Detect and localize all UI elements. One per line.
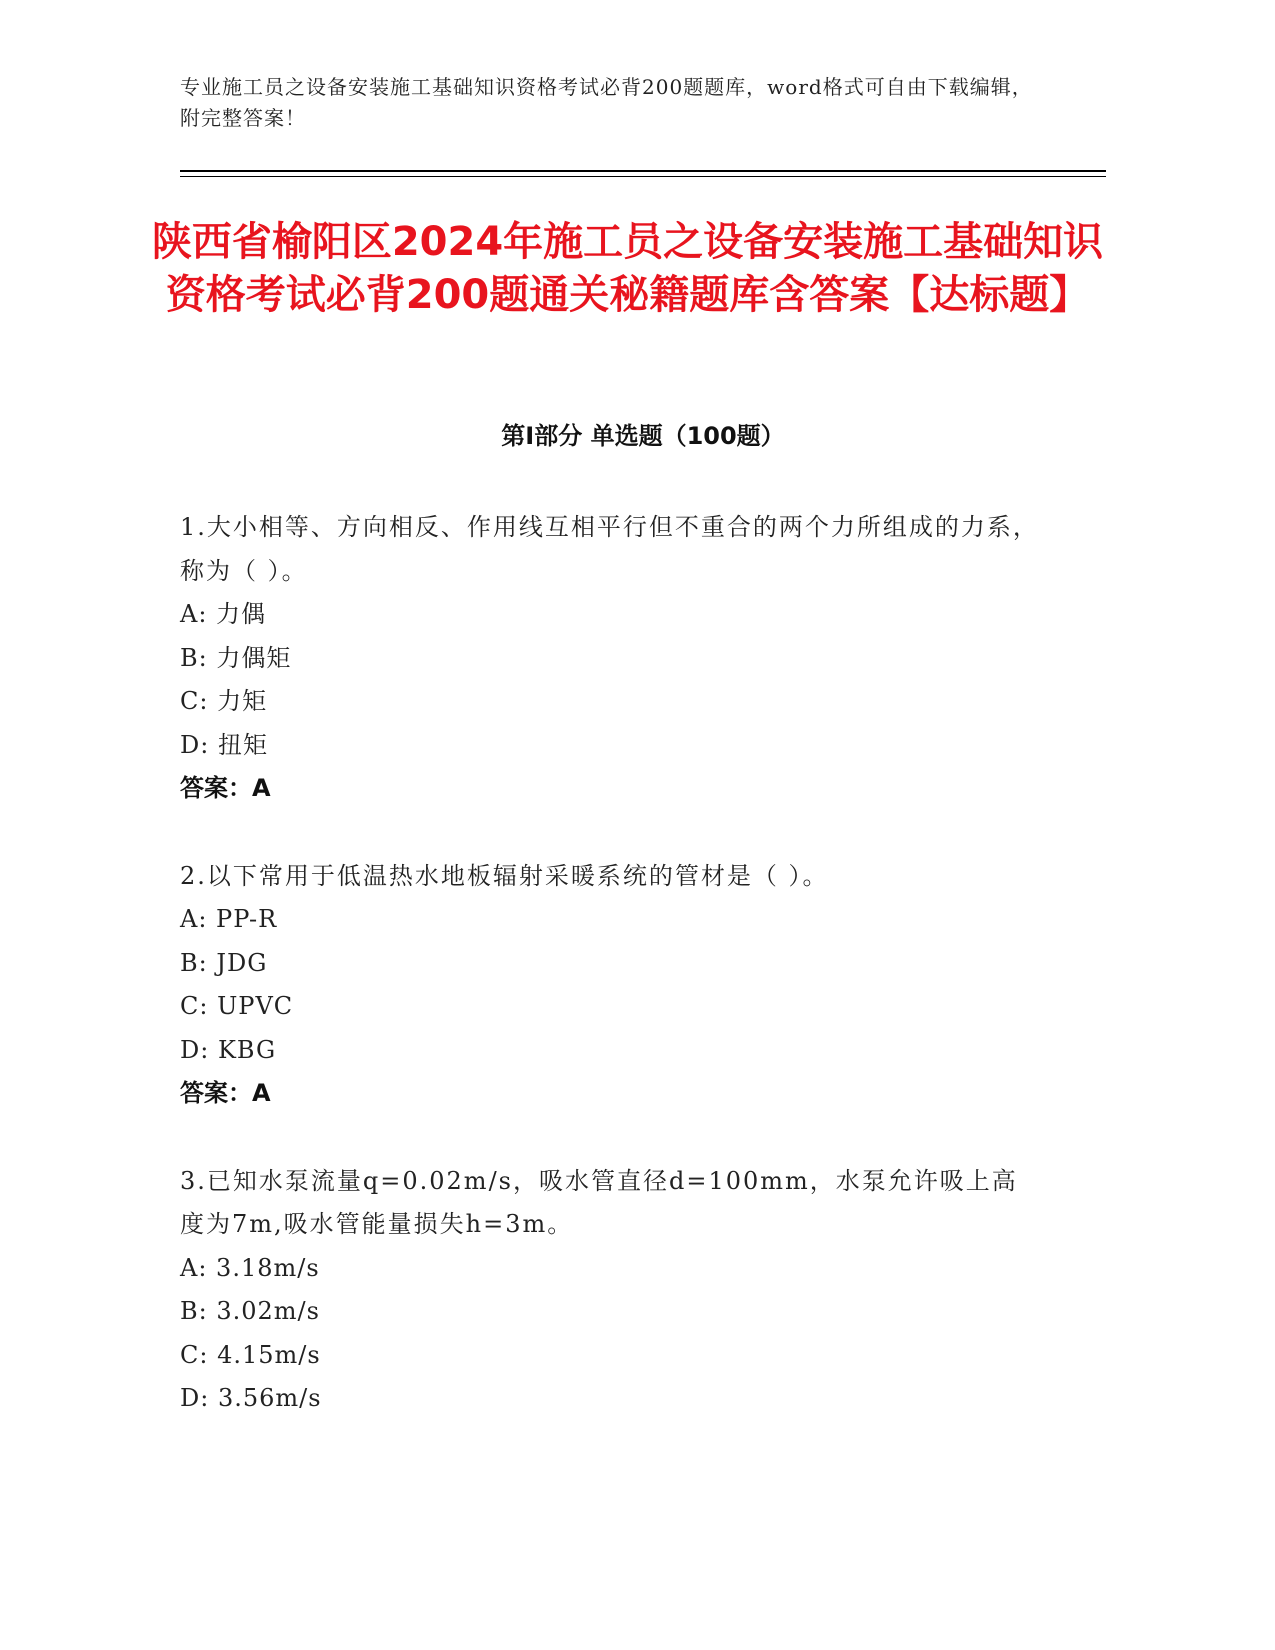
- option-c: C: UPVC: [180, 992, 294, 1020]
- question-3: [180, 1160, 1040, 1421]
- question-list: [180, 506, 1040, 1465]
- question-1: [180, 506, 1040, 811]
- option-c: C: 力矩: [180, 687, 268, 715]
- option-d: D: KBG: [180, 1035, 277, 1064]
- option-a: A: 力偶: [180, 600, 267, 628]
- option-b: B: 力偶矩: [180, 643, 292, 672]
- header-note: 专业施工员之设备安装施工基础知识资格考试必背200题题库，word格式可自由下载编辑，附完整答案！: [180, 75, 1033, 130]
- question-stem: 3.已知水泵流量q=0.02m/s，吸水管直径d=100mm，水泵允许吸上高度为7m,吸水管能量损失h=3m。: [180, 1166, 1018, 1238]
- question-stem: 1.大小相等、方向相反、作用线互相平行但不重合的两个力所组成的力系，称为（ ）。: [180, 513, 1039, 585]
- header-rule-thick: [180, 170, 1106, 172]
- option-a: A: PP-R: [180, 905, 278, 933]
- option-a: A: 3.18m/s: [180, 1253, 320, 1282]
- question-2: [180, 855, 1040, 1116]
- option-d: D: 扭矩: [180, 730, 268, 759]
- question-stem: 2.以下常用于低温热水地板辐射采暖系统的管材是（ ）。: [180, 861, 829, 890]
- option-c: C: 4.15m/s: [180, 1340, 321, 1369]
- document-title: 陕西省榆阳区2024年施工员之设备安装施工基础知识资格考试必背200题通关秘籍题库含答案【达标题】: [151, 219, 1104, 318]
- answer: 答案：A: [180, 774, 271, 802]
- section-heading: 第I部分 单选题（100题）: [501, 422, 785, 450]
- option-b: B: 3.02m/s: [180, 1297, 320, 1325]
- answer: 答案：A: [180, 1079, 271, 1107]
- header-rule-thin: [180, 176, 1106, 177]
- option-d: D: 3.56m/s: [180, 1384, 322, 1412]
- option-b: B: JDG: [180, 948, 268, 977]
